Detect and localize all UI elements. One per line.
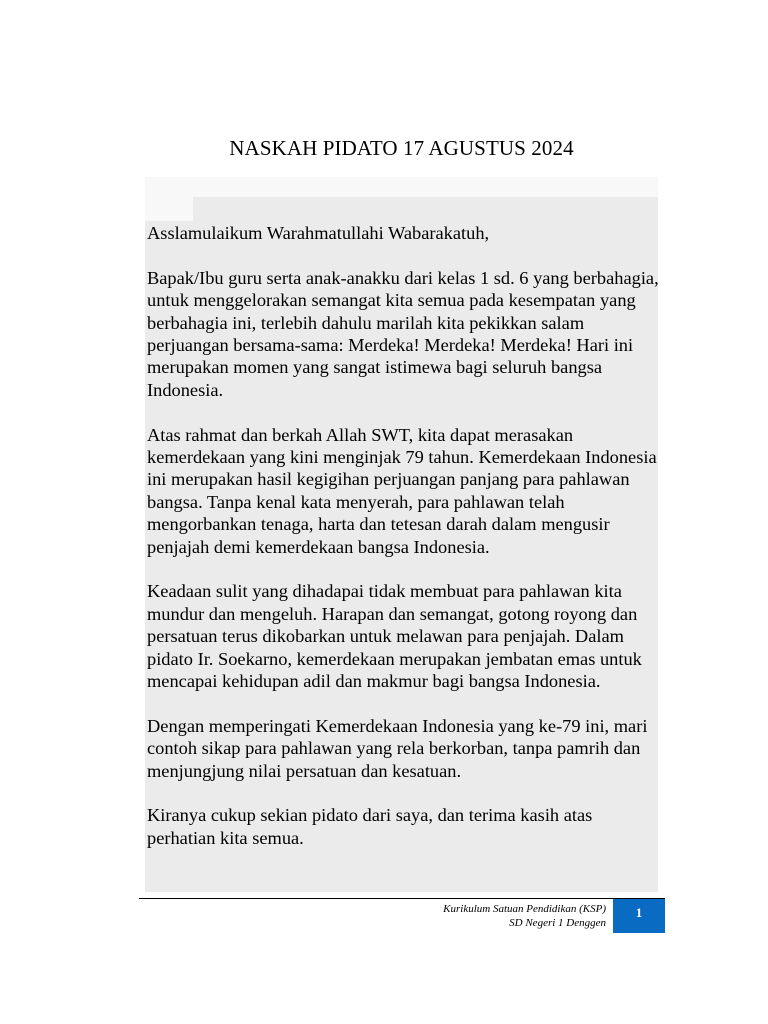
footer-school: SD Negeri 1 Denggen (509, 917, 606, 929)
footer-curriculum: Kurikulum Satuan Pendidikan (KSP) (443, 903, 606, 915)
footer-divider (139, 898, 665, 899)
speech-body (147, 222, 659, 849)
struggle-paragraph: Keadaan sulit yang dihadapai tidak membuat para pahlawan kita mundur dan mengeluh. Harapan dan semangat, gotong royong dan persatuan terus dikobarkan untuk melawan para penjajah. Dalam pidato Ir. Soekarno, kemerdekaan merupakan jembatan emas untuk mencapai kehidupan adil dan makmur bagi bangsa Indonesia. (147, 581, 642, 692)
footer-info (380, 902, 606, 930)
closing-paragraph: Kiranya cukup sekian pidato dari saya, dan terima kasih atas perhatian kita semua. (147, 805, 593, 848)
greeting-paragraph: Asslamulaikum Warahmatullahi Wabarakatuh, (147, 223, 490, 243)
page-number-badge: 1 (613, 899, 665, 933)
text-shading-top (145, 177, 658, 197)
opening-paragraph: Bapak/Ibu guru serta anak-anakku dari kelas 1 sd. 6 yang berbahagia, untuk menggelorakan semangat kita semua pada kesempatan yang berbahagia ini, terlebih dahulu marilah kita pekikkan salam perjuangan bersama-sama: Merdeka! Merdeka! Merdeka! Hari ini merupakan momen yang sangat istimewa bagi seluruh bangsa Indonesia. (147, 267, 659, 400)
text-shading-notch (145, 197, 193, 221)
gratitude-paragraph: Atas rahmat dan berkah Allah SWT, kita dapat merasakan kemerdekaan yang kini menginjak 79 tahun. Kemerdekaan Indonesia ini merupakan hasil kegigihan perjuangan panjang para pahlawan bangsa. Tanpa kenal kata menyerah, para pahlawan telah mengorbankan tenaga, harta dan tetesan darah dalam mengusir penjajah demi kemerdekaan bangsa Indonesia. (147, 424, 657, 557)
commemoration-paragraph: Dengan memperingati Kemerdekaan Indonesia yang ke-79 ini, mari contoh sikap para pahlawan yang rela berkorban, tanpa pamrih dan menjungjung nilai persatuan dan kesatuan. (147, 715, 648, 781)
page-title: NASKAH PIDATO 17 AGUSTUS 2024 (229, 136, 574, 160)
